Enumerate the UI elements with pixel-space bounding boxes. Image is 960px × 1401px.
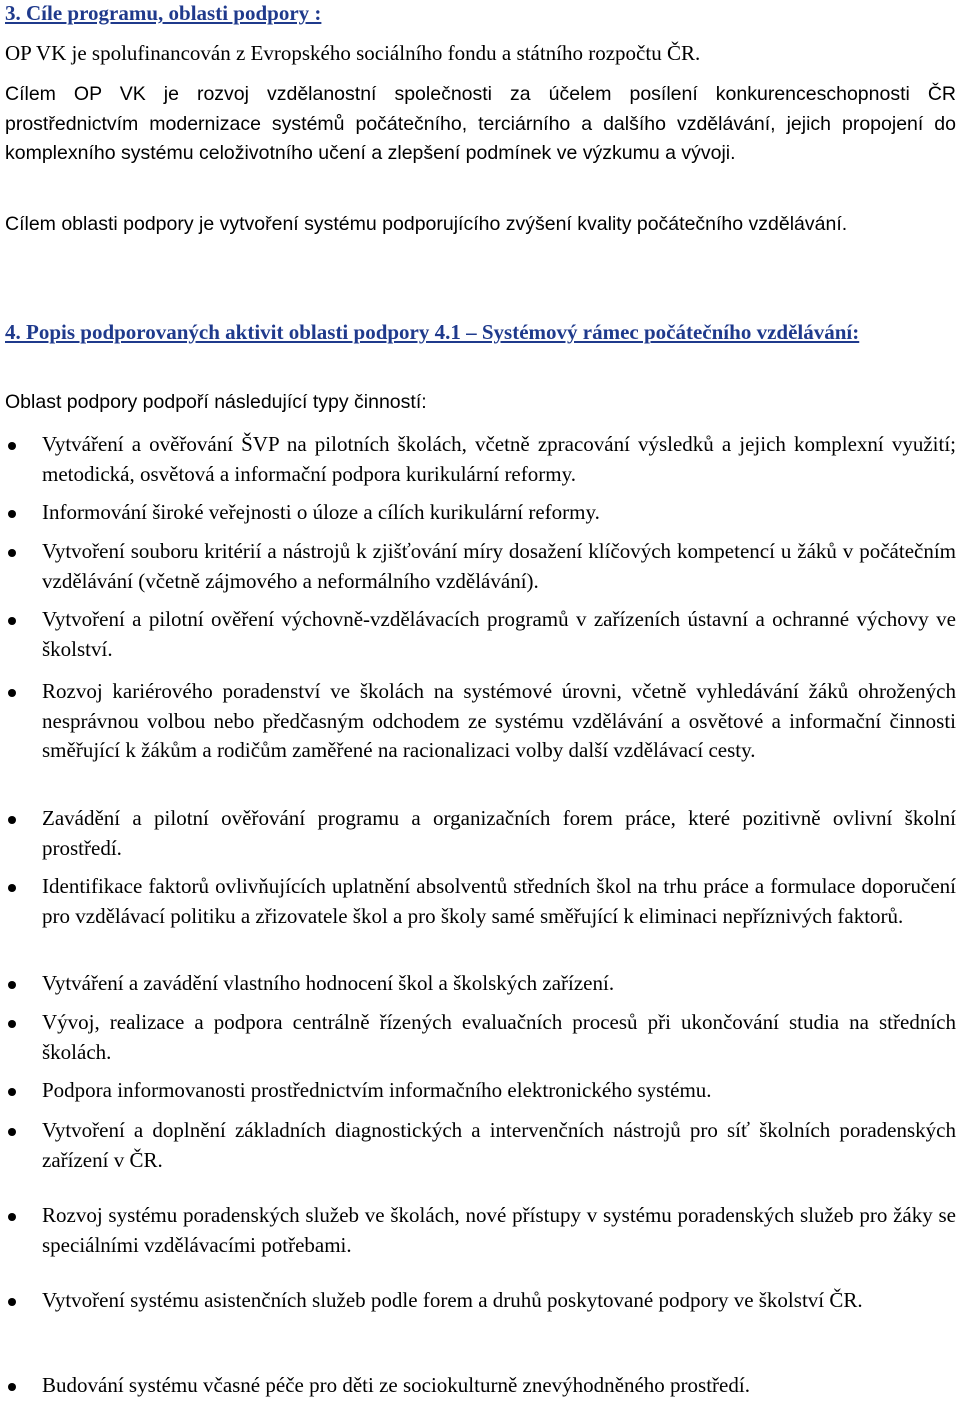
list-item — [5, 969, 956, 999]
section-4-heading: 4. Popis podporovaných aktivit oblasti podpory 4.1 – Systémový rámec počátečního vzdělávání: — [5, 320, 860, 344]
bullet-icon — [8, 981, 16, 989]
paragraph-cofinancing: OP VK je spolufinancován z Evropského sociálního fondu a státního rozpočtu ČR. — [5, 41, 701, 65]
list-item-text: Rozvoj systému poradenských služeb ve školách, nové přístupy v systému poradenských služeb pro žáky se speciálními vzdělávacími potřebami. — [42, 1203, 956, 1257]
list-item — [5, 872, 956, 931]
bullet-icon — [8, 1383, 16, 1391]
bullet-icon — [8, 510, 16, 518]
list-item — [5, 1371, 956, 1401]
list-item — [5, 605, 956, 664]
list-item — [5, 1008, 956, 1067]
list-item — [5, 1116, 956, 1175]
list-item-text: Vytváření a zavádění vlastního hodnocení škol a školských zařízení. — [42, 971, 615, 995]
list-item-text: Vytvoření souboru kritérií a nástrojů k zjišťování míry dosažení klíčových kompetencí u žáků v počátečním vzdělávání (včetně zájmového a neformálního vzdělávání). — [42, 539, 956, 593]
list-item-text: Identifikace faktorů ovlivňujících uplatnění absolventů středních škol na trhu práce a formulace doporučení pro vzdělávací politiku a zřizovatele škol a pro školy samé směřující k eliminaci nepříznivých faktorů. — [42, 874, 956, 928]
bullet-icon — [8, 442, 16, 450]
bullet-icon — [8, 617, 16, 625]
list-item-text: Budování systému včasné péče pro děti ze sociokulturně znevýhodněného prostředí. — [42, 1373, 750, 1397]
bullet-icon — [8, 1128, 16, 1136]
list-item-text: Rozvoj kariérového poradenství ve školách na systémové úrovni, včetně vyhledávání žáků ohrožených nesprávnou volbou nebo předčasným odchodem ze systému vzdělávání a osvětové a informační činnosti směřující k žákům a rodičům zaměřené na racionalizaci volby další vzdělávací cesty. — [42, 679, 956, 762]
list-item-text: Vývoj, realizace a podpora centrálně řízených evaluačních procesů při ukončování studia na středních školách. — [42, 1010, 956, 1064]
bullet-icon — [8, 884, 16, 892]
list-item — [5, 677, 956, 766]
bullet-icon — [8, 1020, 16, 1028]
bullet-icon — [8, 549, 16, 557]
bullet-icon — [8, 1298, 16, 1306]
paragraph-program-goal: Cílem OP VK je rozvoj vzdělanostní společnosti za účelem posílení konkurenceschopnosti ČR prostřednictvím modernizace systémů počátečního, terciárního a dalšího vzdělávání, jejich propojení do komplexního systému celoživotního učení a zlepšení podmínek ve výzkumu a vývoji. — [5, 83, 956, 164]
list-item — [5, 1201, 956, 1260]
list-item-text: Vytvoření a pilotní ověření výchovně-vzdělávacích programů v zařízeních ústavní a ochranné výchovy ve školství. — [42, 607, 956, 661]
list-item — [5, 1286, 956, 1316]
bullet-icon — [8, 689, 16, 697]
section-3-heading: 3. Cíle programu, oblasti podpory : — [5, 1, 322, 25]
list-item — [5, 498, 956, 528]
bullet-icon — [8, 1213, 16, 1221]
activities-intro: Oblast podpory podpoří následující typy činností: — [5, 391, 427, 413]
bullet-icon — [8, 816, 16, 824]
list-item — [5, 430, 956, 489]
bullet-icon — [8, 1088, 16, 1096]
list-item-text: Podpora informovanosti prostřednictvím informačního elektronického systému. — [42, 1078, 712, 1102]
list-item — [5, 537, 956, 596]
list-item-text: Vytváření a ověřování ŠVP na pilotních školách, včetně zpracování výsledků a jejich komplexní využití; metodická, osvětová a informační podpora kurikulární reformy. — [42, 432, 956, 486]
list-item-text: Vytvoření systému asistenčních služeb podle forem a druhů poskytované podpory ve školství ČR. — [42, 1288, 863, 1312]
list-item — [5, 804, 956, 863]
list-item-text: Zavádění a pilotní ověřování programu a organizačních forem práce, které pozitivně ovlivní školní prostředí. — [42, 806, 956, 860]
paragraph-support-goal: Cílem oblasti podpory je vytvoření systému podporujícího zvýšení kvality počátečního vzdělávání. — [5, 213, 848, 235]
list-item-text: Vytvoření a doplnění základních diagnostických a intervenčních nástrojů pro síť školních poradenských zařízení v ČR. — [42, 1118, 956, 1172]
list-item-text: Informování široké veřejnosti o úloze a cílích kurikulární reformy. — [42, 500, 600, 524]
list-item — [5, 1076, 956, 1106]
